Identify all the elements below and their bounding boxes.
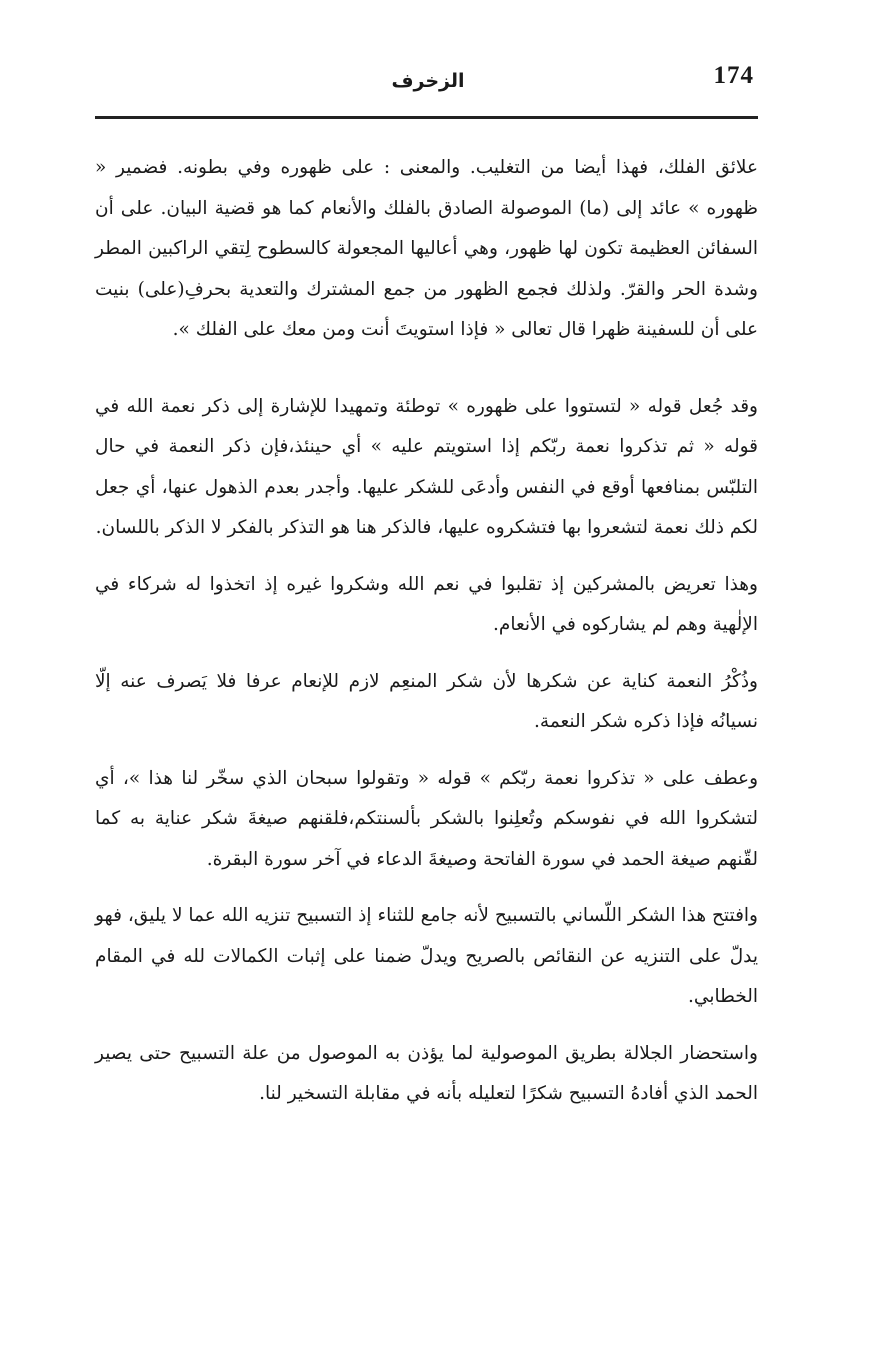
paragraph-5: وعطف على « تذكروا نعمة ربّكم » قوله « وتقولوا سبحان الذي سخّر لنا هذا »، أي لتشكروا الله في نفوسكم وتُعلِنوا بالشكر بألسنتكم،فلقنهم صيغةَ شكر عناية به كما لقّنهم صيغة الحمد في سورة الفاتحة وصيغةَ الدعاء في آخر سورة البقرة. xyxy=(95,767,758,870)
paragraph-4: وذُكْرُ النعمة كناية عن شكرها لأن شكر المنعِم لازم للإنعام عرفا فلا يَصرف عنه إلّا نسيانُه فإذا ذكره شكر النعمة. xyxy=(95,670,758,732)
paragraph-6: وافتتح هذا الشكر اللّساني بالتسبيح لأنه جامع للثناء إذ التسبيح تنزيه الله عما لا يليق، فهو يدلّ على التنزيه عن النقائص بالصريح ويدلّ ضمنا على إثبات الكمالات لله في المقام الخطابي. xyxy=(95,905,758,1007)
body-text xyxy=(95,148,758,1115)
paragraph-3: وهذا تعريض بالمشركين إذ تقلبوا في نعم الله وشكروا غيره إذ اتخذوا له شركاء في الإلٰهية وهم لم يشاركوه في الأنعام. xyxy=(95,573,758,635)
paragraph-2: وقد جُعل قوله « لتستووا على ظهوره » توطئة وتمهيدا للإشارة إلى ذكر نعمة الله في قوله « ثم تذكروا نعمة ربّكم إذا استويتم عليه » أي حينئذ،فإن ذكر النعمة في حال التلبّس بمنافعها أوقع في النفس وأدعَى للشكر عليها. وأجدر بعدم الذهول عنها، أي جعل لكم ذلك نعمة لتشعروا بها فتشكروه عليها، فالذكر هنا هو التذكر بالفكر لا الذكر باللسان. xyxy=(95,395,758,538)
header-rule xyxy=(95,116,758,119)
paragraph-7: واستحضار الجلالة بطريق الموصولية لما يؤذن به الموصول من علة التسبيح حتى يصير الحمد الذي أفادهُ التسبيح شكرًا لتعليله بأنه في مقابلة التسخير لنا. xyxy=(95,1042,758,1104)
paragraph-1: علائق الفلك، فهذا أيضا من التغليب. والمعنى : على ظهوره وفي بطونه. فضمير « ظهوره » عائد إلى (ما) الموصولة الصادق بالفلك والأنعام كما هو قضية البيان. على أن السفائن العظيمة تكون لها ظهور، وهي أعاليها المجعولة كالسطوح لِتقي الراكبين المطر وشدة الحر والقرّ. ولذلك فجمع الظهور من جمع المشترك والتعدية بحرفِ(على) بنيت على أن للسفينة ظهرا قال تعالى « فإذا استويتَ أنت ومن معك على الفلك ». xyxy=(95,157,758,340)
page-number: 174 xyxy=(713,62,754,89)
running-title: الزخرف xyxy=(391,70,465,92)
